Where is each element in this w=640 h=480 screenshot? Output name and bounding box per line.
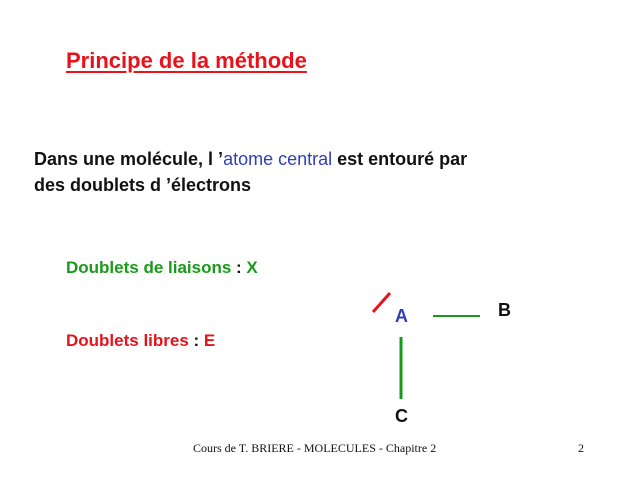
- intro-line-1-end: est entouré par: [332, 149, 468, 169]
- bonding-pairs-separator: :: [231, 258, 247, 277]
- atom-c-label: C: [395, 406, 408, 426]
- bonding-pairs-symbol: X: [246, 258, 258, 277]
- lone-pairs-symbol: E: [203, 331, 216, 350]
- atom-b-label: B: [498, 300, 511, 320]
- slide-footer: Cours de T. BRIERE - MOLECULES - Chapitre 2: [193, 441, 437, 455]
- bonding-pairs-label: Doublets de liaisons: [66, 258, 232, 277]
- lone-pair-stroke: [373, 293, 390, 312]
- slide-title: Principe de la méthode: [66, 48, 307, 73]
- central-atom-highlight: atome central: [223, 149, 333, 169]
- lone-pairs-separator: :: [188, 331, 204, 350]
- lone-pairs-label: Doublets libres: [66, 331, 189, 350]
- intro-line-1-start: Dans une molécule, l ’: [34, 149, 224, 169]
- page-number: 2: [578, 441, 584, 455]
- intro-line-2: des doublets d ’électrons: [34, 175, 252, 195]
- atom-a-label: A: [395, 306, 408, 326]
